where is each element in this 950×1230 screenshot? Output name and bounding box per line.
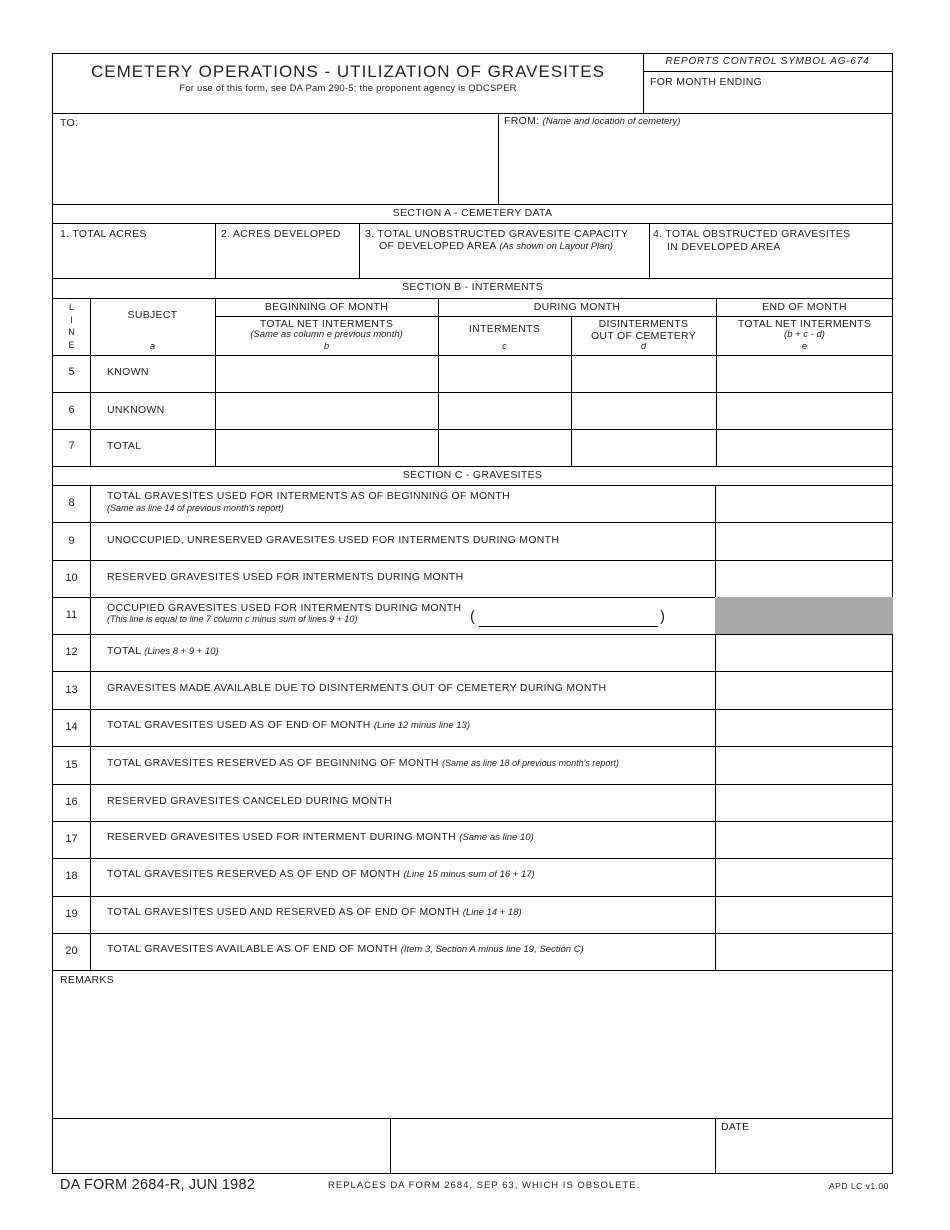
acres-developed-field[interactable] [219, 254, 355, 276]
total-col-b-field[interactable] [216, 430, 436, 464]
unknown-col-b-field[interactable] [216, 393, 436, 427]
beginning-of-month-header: BEGINNING OF MONTH [264, 301, 389, 313]
line-number: 17 [65, 833, 78, 845]
paren-close: ) [660, 608, 666, 625]
month-ending-field[interactable] [650, 88, 886, 110]
total-acres-label: 1. TOTAL ACRES [60, 228, 147, 240]
line-number: 10 [65, 572, 78, 584]
line-number: 13 [65, 684, 78, 696]
line-number: 16 [65, 796, 78, 808]
end-of-month-header: END OF MONTH [762, 301, 847, 313]
total-col-c-field[interactable] [439, 430, 569, 464]
known-col-b-field[interactable] [216, 356, 436, 390]
date-field[interactable] [721, 1136, 889, 1171]
during-month-header: DURING MONTH [533, 301, 621, 313]
row-subject: KNOWN [107, 366, 149, 378]
line-number: 14 [65, 721, 78, 733]
row-text: GRAVESITES MADE AVAILABLE DUE TO DISINTERMENTS OUT OF CEMETERY DURING MONTH [107, 682, 607, 694]
line-14-value-field[interactable] [717, 710, 891, 744]
row-text-group: TOTAL GRAVESITES USED AS OF END OF MONTH (Line 12 minus line 13) [107, 719, 470, 731]
unobstructed-capacity-label-2: OF DEVELOPED AREA (As shown on Layout Plan) [379, 240, 613, 252]
col-d-letter: d [640, 341, 647, 352]
disinterments-header-2: OUT OF CEMETERY [590, 330, 697, 342]
line-13-value-field[interactable] [717, 672, 891, 706]
line-number: 15 [65, 759, 78, 771]
unobstructed-capacity-field[interactable] [363, 254, 645, 276]
interments-header: INTERMENTS [468, 323, 541, 335]
line-15-value-field[interactable] [717, 747, 891, 781]
remarks-field[interactable] [60, 990, 886, 1114]
signature-field-1[interactable] [56, 1121, 386, 1171]
line-number: 8 [68, 497, 75, 509]
obstructed-gravesites-field[interactable] [653, 254, 889, 276]
line-19-value-field[interactable] [717, 897, 891, 931]
col-a-letter: a [149, 341, 156, 352]
obstructed-gravesites-label-2: IN DEVELOPED AREA [667, 241, 781, 253]
month-ending-label: FOR MONTH ENDING [650, 76, 763, 88]
col-b-hint: (Same as column e previous month) [250, 329, 403, 340]
row-text-group: TOTAL GRAVESITES AVAILABLE AS OF END OF MONTH (Item 3, Section A minus line 19, Section C) [107, 943, 584, 955]
col-c-letter: c [502, 341, 507, 352]
signature-field-2[interactable] [394, 1121, 711, 1171]
subject-header: SUBJECT [127, 309, 178, 321]
row-text: TOTAL GRAVESITES USED FOR INTERMENTS AS OF BEGINNING OF MONTH [107, 490, 510, 502]
line-12-value-field[interactable] [717, 635, 891, 669]
line-column-header: L I N E [68, 302, 75, 350]
from-field[interactable] [504, 132, 884, 200]
known-col-c-field[interactable] [439, 356, 569, 390]
row-hint: (Same as line 14 of previous month's report) [107, 503, 284, 513]
form-title: CEMETERY OPERATIONS - UTILIZATION OF GRAVESITES [91, 62, 605, 81]
from-label: FROM: [504, 115, 540, 127]
row-text: RESERVED GRAVESITES USED FOR INTERMENTS DURING MONTH [107, 571, 464, 583]
row-text: OCCUPIED GRAVESITES USED FOR INTERMENTS DURING MONTH [107, 602, 462, 614]
line-18-value-field[interactable] [717, 859, 891, 893]
line-number: 12 [65, 646, 78, 658]
row-text-group: TOTAL (Lines 8 + 9 + 10) [107, 645, 219, 657]
line-number: 11 [65, 609, 78, 621]
shaded-cell [715, 597, 893, 634]
from-label-group [504, 115, 680, 127]
remarks-label: REMARKS [60, 974, 115, 986]
date-label: DATE [721, 1121, 750, 1133]
line-11-subfield[interactable] [479, 626, 658, 627]
reports-control-symbol: REPORTS CONTROL SYMBOL AG-674 [665, 56, 870, 67]
unknown-col-e-field[interactable] [717, 393, 891, 427]
form-subtitle: For use of this form, see DA Pam 290-5; the proponent agency is ODCSPER [179, 83, 517, 94]
row-hint: (This line is equal to line 7 column c minus sum of lines 9 + 10) [107, 614, 358, 624]
total-acres-field[interactable] [57, 254, 211, 276]
line-8-value-field[interactable] [717, 486, 891, 520]
section-a-title: SECTION A - CEMETERY DATA [392, 207, 553, 219]
version-label: APD LC v1.00 [829, 1181, 889, 1191]
form-number: DA FORM 2684-R, JUN 1982 [60, 1177, 255, 1193]
line-number: 20 [65, 945, 78, 957]
known-col-d-field[interactable] [572, 356, 714, 390]
replaces-notice: REPLACES DA FORM 2684, SEP 63, WHICH IS OBSOLETE. [328, 1180, 641, 1191]
row-text-group: RESERVED GRAVESITES USED FOR INTERMENT DURING MONTH (Same as line 10) [107, 831, 534, 843]
line-20-value-field[interactable] [717, 934, 891, 968]
row-text-group: TOTAL GRAVESITES RESERVED AS OF BEGINNING OF MONTH (Same as line 18 of previous month's report) [107, 757, 619, 769]
section-b-title: SECTION B - INTERMENTS [402, 281, 543, 293]
col-b-letter: b [323, 341, 330, 352]
line-17-value-field[interactable] [717, 822, 891, 856]
unobstructed-capacity-label: 3. TOTAL UNOBSTRUCTED GRAVESITE CAPACITY [365, 228, 629, 240]
row-text-group: TOTAL GRAVESITES USED AND RESERVED AS OF END OF MONTH (Line 14 + 18) [107, 906, 522, 918]
disinterments-header: DISINTERMENTS [598, 318, 689, 330]
to-label: TO: [60, 117, 79, 129]
line-10-value-field[interactable] [717, 561, 891, 595]
unknown-col-d-field[interactable] [572, 393, 714, 427]
row-text: RESERVED GRAVESITES CANCELED DURING MONTH [107, 795, 392, 807]
col-e-hint: (b + c - d) [784, 329, 825, 340]
form-frame: CEMETERY OPERATIONS - UTILIZATION OF GRAVESITES For use of this form, see DA Pam 290-5; the proponent agency is ODCSPER REPORTS CONTROL SYMBOL AG-674 FOR MONTH ENDING TO: FROM: (Name and location of cemetery) SECTION A - CEMETERY DATA 1. TOTAL ACRES 2. ACRES DEVELOPED 3. TOTAL UNOBSTRUCTED GRAVESITE CAPACITY OF DEVELOPED AREA (As shown on Layout Plan) 4. TOTAL OBSTRUCTED GRAVESITES IN DEVELOPED AREA SECTION B - INTERMENTS L I N E SUBJECT a BEGINNING OF MONTH DURING MONTH END OF MONTH TOTAL NET INTERMENTS (Same as column e previous month) b INTERMENTS c DISINTERMENTS OUT OF CEMETERY d TOTAL NET INTERMENTS (b + c - d) e 5 KNOWN 6 UNKNOWN 7 TOTAL SECTION C - GRAVESITES 8 TOTAL GRAVESITES USED FOR INTERMENTS AS OF BEGINNING OF MONTH (Same as line 14 of previous month's report) 9 UNOCCUPIED, UNRESERVED GRAVESITES USED FOR INTERMENTS DURING MONTH 10 RESERVED GRAVESITES USED FOR INTERMENTS DURING MONTH 11 OCCUPIED GRAVESITES USED FOR INTERMENTS DURING MONTH (This line is equal to line 7 column c minus sum of lines 9 + 10) ( ) 12 TOTAL (Lines 8 + 9 + 10) 13 GRAVESITES MADE AVAILABLE DUE TO DISINTERMENTS OUT OF CEMETERY DURING MONTH 14 TOTAL GRAVESITES USED AS OF END OF MONTH (Line 12 minus line 13) 15 TOTAL GRAVESITES RESERVED AS OF BEGINNING OF MONTH (Same as line 18 of previous month's report) 16 RESERVED GRAVESITES CANCELED DURING MONTH 17 RESERVED GRAVESITES USED FOR INTERMENT DURING MONTH (Same as line 10) 18 TOTAL GRAVESITES RESERVED AS OF END OF MONTH (Line 15 minus sum of 16 + 17) 19 TOTAL GRAVESITES USED AND RESERVED AS OF END OF MONTH (Line 14 + 18) 20 TOTAL GRAVESITES AVAILABLE AS OF END OF MONTH (Item 3, Section A minus line 19, Section C) REMARKS DATE [52, 53, 893, 1174]
row-subject: TOTAL [107, 440, 142, 452]
total-col-e-field[interactable] [717, 430, 891, 464]
to-field[interactable] [60, 132, 490, 200]
acres-developed-label: 2. ACRES DEVELOPED [221, 228, 341, 240]
obstructed-gravesites-label: 4. TOTAL OBSTRUCTED GRAVESITES [653, 228, 851, 240]
line-number: 9 [68, 535, 75, 547]
line-number: 18 [65, 870, 78, 882]
row-subject: UNKNOWN [107, 404, 165, 416]
known-col-e-field[interactable] [717, 356, 891, 390]
col-e-letter: e [801, 341, 808, 352]
total-col-d-field[interactable] [572, 430, 714, 464]
total-net-interments-header-b: TOTAL NET INTERMENTS [259, 318, 394, 330]
unknown-col-c-field[interactable] [439, 393, 569, 427]
from-hint: (Name and location of cemetery) [542, 116, 681, 127]
row-text: UNOCCUPIED, UNRESERVED GRAVESITES USED FOR INTERMENTS DURING MONTH [107, 534, 560, 546]
paren-open: ( [470, 608, 476, 625]
total-net-interments-header-e: TOTAL NET INTERMENTS [737, 318, 872, 330]
line-16-value-field[interactable] [717, 785, 891, 819]
line-number: 19 [65, 908, 78, 920]
line-9-value-field[interactable] [717, 523, 891, 557]
row-text-group: TOTAL GRAVESITES RESERVED AS OF END OF MONTH (Line 15 minus sum of 16 + 17) [107, 868, 535, 880]
section-c-title: SECTION C - GRAVESITES [402, 469, 543, 481]
